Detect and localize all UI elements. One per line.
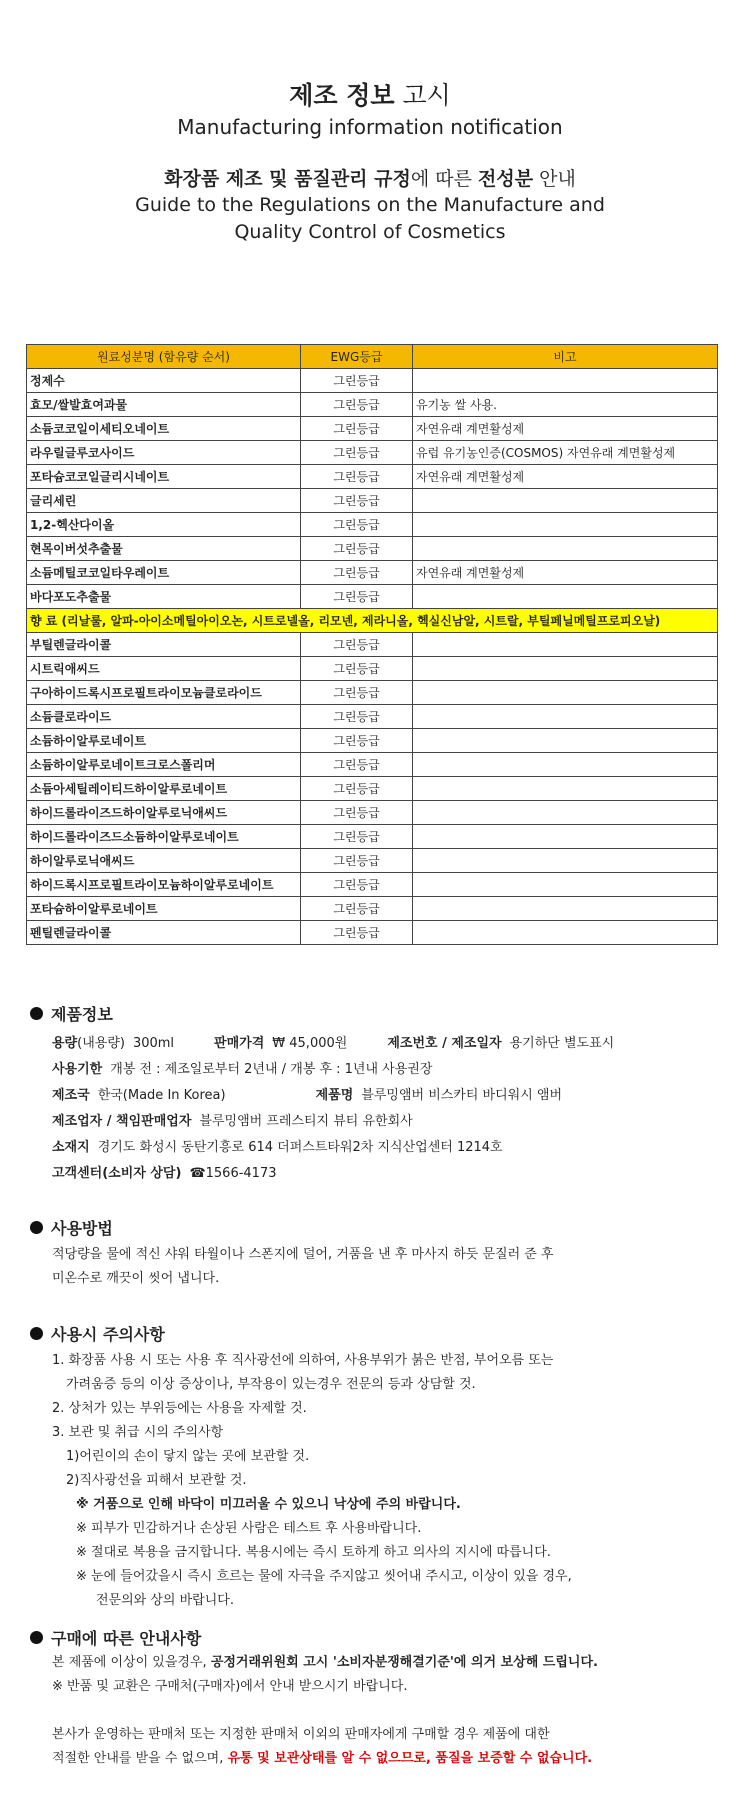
ewg-grade: 그린등급 [301,417,413,441]
note-cell [413,657,718,681]
ewg-grade: 그린등급 [301,657,413,681]
note-cell: 유럽 유기농인증(COSMOS) 자연유래 계면활성제 [413,441,718,465]
bullet-icon [30,1631,43,1644]
table-row [27,705,718,729]
table-row [27,585,718,609]
ingredients-table [26,344,718,945]
ingredient-name: 현목이버섯추출물 [27,537,301,561]
table-header-row [27,345,718,369]
guide-english-2: Quality Control of Cosmetics [234,221,506,243]
note-cell: 자연유래 계면활성제 [413,465,718,489]
ingredient-name: 소듐메틸코코일타우레이트 [27,561,301,585]
ewg-grade: 그린등급 [301,585,413,609]
note-cell [413,753,718,777]
note-cell: 유기농 쌀 사용. [413,393,718,417]
table-row [27,897,718,921]
ewg-grade: 그린등급 [301,441,413,465]
ingredient-name: 라우릴글루코사이드 [27,441,301,465]
fragrance-cell: 향 료 (리날룰, 알파-아이소메틸아이오논, 시트로넬올, 리모넨, 제라니올, 헥실신남알, 시트랄, 부틸페닐메틸프로피오날) [27,609,718,633]
page-title: 제조 정보 고시 [289,81,451,110]
bullet-icon [30,1007,43,1020]
table-row [27,393,718,417]
ewg-grade: 그린등급 [301,537,413,561]
note-cell [413,705,718,729]
note-cell [413,777,718,801]
ewg-grade: 그린등급 [301,393,413,417]
table-row [27,921,718,945]
ingredient-name: 부틸렌글라이콜 [27,633,301,657]
ewg-grade: 그린등급 [301,465,413,489]
ewg-grade: 그린등급 [301,681,413,705]
note-cell [413,873,718,897]
bullet-icon [30,1221,43,1234]
usage-section: 사용방법 적당량을 물에 적신 샤워 타월이나 스폰지에 덜어, 거품을 낸 후 마사지 하듯 문질러 준 후 미온수로 깨끗이 씻어 냅니다. [30,1216,554,1291]
guide-korean: 화장품 제조 및 품질관리 규정에 따른 전성분 안내 [164,168,576,190]
product-info-section: 제품정보 용량(내용량) 300ml 판매가격 ₩ 45,000원 제조번호 / 제조일자 용기하단 별도표시 사용기한 개봉 전 : 제조일로부터 2년내 / 개봉 후 : 1년내 사용권장 제조국 한국(Made In Korea) 제품명 블루밍앰버 비스카티 바디워시 앰버 제조업자 / 책임판매업자 블루밍앰버 프레스티지 뷰티 유한회사 소재지 경기도 화성시 동탄기흥로 614 더퍼스트타워2차 지식산업센터 1214호 고객센터(소비자 상담) ☎1566-4173 [30,1002,614,1187]
note-cell [413,897,718,921]
bullet-icon [30,1327,43,1340]
ingredient-name: 소듐하이알루로네이트크로스폴리머 [27,753,301,777]
table-row [27,873,718,897]
ewg-grade: 그린등급 [301,825,413,849]
table-row [27,537,718,561]
ingredient-name: 소듐클로라이드 [27,705,301,729]
note-cell [413,801,718,825]
ingredient-name: 하이드록시프로필트라이모늄하이알루로네이트 [27,873,301,897]
note-cell [413,537,718,561]
table-row [27,777,718,801]
ewg-grade: 그린등급 [301,561,413,585]
table-row [27,729,718,753]
ingredient-name: 시트릭애씨드 [27,657,301,681]
table-row [27,489,718,513]
header-ingredient: 원료성분명 (함유량 순서) [27,345,301,369]
ingredient-name: 정제수 [27,369,301,393]
note-cell [413,513,718,537]
caution-section: 사용시 주의사항 1. 화장품 사용 시 또는 사용 후 직사광선에 의하여, 사용부위가 붉은 반점, 부어오름 또는 가려움증 등의 이상 증상이나, 부작용이 있는경우 전문의 등과 상담할 것. 2. 상처가 있는 부위등에는 사용을 자제할 것. 3. 보관 및 취급 시의 주의사항 1)어린이의 손이 닿지 않는 곳에 보관할 것. 2)직사광선을 피해서 보관할 것. ※ 거품으로 인해 바닥이 미끄러울 수 있으니 낙상에 주의 바랍니다. ※ 피부가 민감하거나 손상된 사람은 테스트 후 사용바랍니다. ※ 절대로 복용을 금지합니다. 복용시에는 즉시 토하게 하고 의사의 지시에 따릅니다. ※ 눈에 들어갔을시 즉시 흐르는 물에 자극을 주지않고 씻어내 주시고, 이상이 있을 경우, 전문의와 상의 바랍니다. [30,1322,572,1613]
table-row [27,849,718,873]
note-cell [413,921,718,945]
ewg-grade: 그린등급 [301,753,413,777]
ingredient-name: 소듐하이알루로네이트 [27,729,301,753]
header-ewg: EWG등급 [301,345,413,369]
table-row [27,633,718,657]
note-cell [413,849,718,873]
purchase-section: 구매에 따른 안내사항 본 제품에 이상이 있을경우, 공정거래위원회 고시 '소비자분쟁해결기준'에 의거 보상해 드립니다. ※ 반품 및 교환은 구매처(구매자)에서 안내 받으시기 바랍니다. 본사가 운영하는 판매처 또는 지정한 판매처 이외의 판매자에게 구매할 경우 제품에 대한 적절한 안내를 받을 수 없으며, 유통 및 보관상태를 알 수 없으므로, 품질을 보증할 수 없습니다. [30,1626,598,1771]
ewg-grade: 그린등급 [301,513,413,537]
ingredient-name: 하이드롤라이즈드소듐하이알루로네이트 [27,825,301,849]
page-subtitle: Manufacturing information notification [177,115,563,139]
note-cell [413,681,718,705]
table-row [27,657,718,681]
note-cell: 자연유래 계면활성제 [413,417,718,441]
table-row [27,513,718,537]
ingredient-name: 바다포도추출물 [27,585,301,609]
table-row [27,801,718,825]
ewg-grade: 그린등급 [301,849,413,873]
ingredient-name: 소듐아세틸레이티드하이알루로네이트 [27,777,301,801]
ingredient-name: 1,2-헥산다이올 [27,513,301,537]
ingredient-name: 효모/쌀발효여과물 [27,393,301,417]
ewg-grade: 그린등급 [301,873,413,897]
note-cell [413,585,718,609]
ewg-grade: 그린등급 [301,921,413,945]
header-note: 비고 [413,345,718,369]
note-cell: 자연유래 계면활성제 [413,561,718,585]
ingredient-name: 하이알루로닉애씨드 [27,849,301,873]
ewg-grade: 그린등급 [301,801,413,825]
note-cell [413,825,718,849]
table-row [27,753,718,777]
ingredient-name: 구아하이드록시프로필트라이모늄클로라이드 [27,681,301,705]
note-cell [413,369,718,393]
ewg-grade: 그린등급 [301,777,413,801]
table-row [27,369,718,393]
table-row [27,561,718,585]
guide-english-1: Guide to the Regulations on the Manufacture and [135,194,605,216]
ingredient-name: 하이드롤라이즈드하이알루로닉애씨드 [27,801,301,825]
ewg-grade: 그린등급 [301,705,413,729]
table-row [27,441,718,465]
ingredient-name: 소듐코코일이세티오네이트 [27,417,301,441]
ewg-grade: 그린등급 [301,633,413,657]
ewg-grade: 그린등급 [301,489,413,513]
table-row [27,465,718,489]
fragrance-row [27,609,718,633]
table-row [27,417,718,441]
ewg-grade: 그린등급 [301,369,413,393]
ingredient-name: 펜틸렌글라이콜 [27,921,301,945]
ingredient-name: 포타슘코코일글리시네이트 [27,465,301,489]
ewg-grade: 그린등급 [301,897,413,921]
table-row [27,681,718,705]
ewg-grade: 그린등급 [301,729,413,753]
table-row [27,825,718,849]
ingredient-name: 포타슘하이알루로네이트 [27,897,301,921]
ingredient-name: 글리세린 [27,489,301,513]
note-cell [413,729,718,753]
note-cell [413,633,718,657]
note-cell [413,489,718,513]
